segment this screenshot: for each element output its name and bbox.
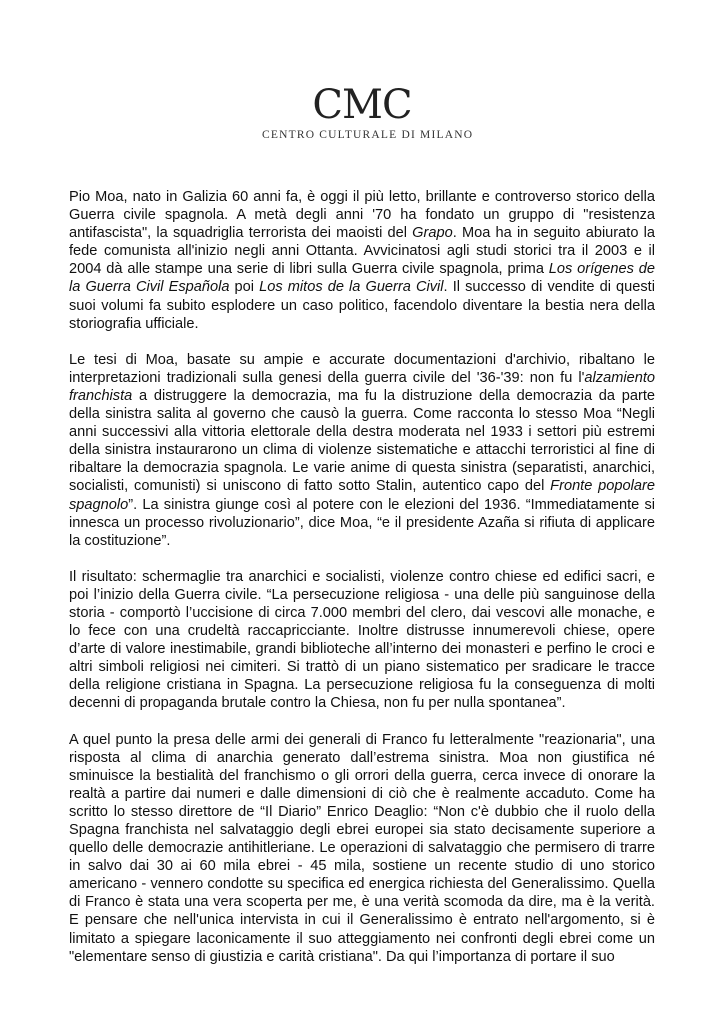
text-run: a distruggere la democrazia, ma fu la distruzione della democrazia da parte della sinistra salita al governo che causò la guerra. Come racconta lo stesso Moa “Negli anni successivi alla vittoria elettorale della destra moderata nel 1933 i settori più estremi della sinistra instaurarono un clima di violenze sistematiche e attacchi terroristici al fine di ribaltare la democrazia spagnola. Le varie anime di questa sinistra (separatisti, anarchici, socialisti, comunisti) si uniscono di fatto sotto Stalin, autentico capo del (69, 387, 655, 495)
text-run: . Moa ha in seguito abiurato la fede comunista all'inizio negli anni Ottanta. Avvicinatosi agli studi storici tra il 2003 e il 2004 dà alle stampe una serie di libri sulla Guerra civile spagnola, prima (69, 225, 655, 278)
text-run: poi (229, 279, 260, 296)
italic-text: Fronte popolare spagnolo (69, 478, 655, 513)
paragraph-1 (69, 188, 655, 333)
text-run: A quel punto la presa delle armi dei generali di Franco fu letteralmente "reazionaria", una risposta al clima di anarchia generato dall’estrema sinistra. Moa non giustifica né sminuisce la bestialità del franchismo o gli orrori della guerra, cerca invece di onorare la realtà a partire dai numeri e dalle dimensioni di ciò che è realmente accaduto. Come ha scritto lo stesso direttore de “Il Diario” Enrico Deaglio: “Non c'è dubbio che il ruolo della Spagna franchista nel salvataggio degli ebrei europei sia stato decisamente superiore a quello delle democrazie antihitleriane. Le operazioni di salvataggio che permisero di trarre in salvo dai 30 ai 60 mila ebrei - 45 mila, sostiene un recente studio di uno storico americano - vennero condotte su specifica ed energica richiesta del Generalissimo. Quella di Franco è stata una vera scoperta per me, è una verità scomoda da dire, ma è la verità. E pensare che nell'unica intervista in cui il Generalissimo è entrato nell'argomento, si è limitato a spiegare laconicamente il suo atteggiamento nei confronti degli ebrei come un "elementare senso di giustizia e carità cristiana". Da qui l’importanza di portare il suo (69, 731, 655, 965)
text-run: Pio Moa, nato in Galizia 60 anni fa, è oggi il più letto, brillante e controverso storico della Guerra civile spagnola. A metà degli anni '70 ha fondato un gruppo di "resistenza antifascista", la squadriglia terrorista dei maoisti del (69, 189, 655, 242)
cmc-logo (262, 82, 474, 141)
italic-text: alzamiento franchista (69, 369, 655, 404)
italic-text: Los orígenes de la Guerra Civil Española (69, 261, 655, 296)
paragraph-2 (69, 351, 655, 550)
paragraph-3 (69, 568, 655, 713)
paragraph-4 (69, 731, 655, 966)
text-run: . Il successo di vendite di questi suoi volumi fa subito esplodere un caso politico, facendolo diventare la bestia nera della storiografia ufficiale. (69, 279, 655, 332)
article-body (69, 188, 655, 984)
text-run: Il risultato: schermaglie tra anarchici e socialisti, violenze contro chiese ed edifici sacri, e poi l’inizio della Guerra civile. “La persecuzione religiosa - una delle più sanguinose della storia - comportò l’uccisione di circa 7.000 membri del clero, dai vescovi alle monache, e lo fece con una crudeltà raccapricciante. Inoltre distrusse innumerevoli chiese, opere d’arte di valore inestimabile, grandi biblioteche all’interno dei monasteri e perfino le croci e altri simboli religiosi nei cimiteri. Si trattò di un piano sistematico per sradicare le tracce della religione cristiana in Spagna. La persecuzione religiosa fu la conseguenza di molti decenni di propaganda brutale contro la Chiesa, non fu per nulla spontanea”. (69, 568, 655, 712)
text-run: ”. La sinistra giunge così al potere con le elezioni del 1936. “Immediatamente si innesca un processo rivoluzionario”, dice Moa, “e il presidente Azaña si rifiuta di applicare la costituzione”. (69, 496, 655, 549)
logo-mark: CMC (312, 82, 412, 128)
italic-text: Grapo (412, 225, 453, 242)
logo-subtitle: CENTRO CULTURALE DI MILANO (262, 129, 474, 141)
text-run: Le tesi di Moa, basate su ampie e accurate documentazioni d'archivio, ribaltano le interpretazioni tradizionali sulla genesi della guerra civile del '36-'39: non fu l' (69, 351, 655, 386)
italic-text: Los mitos de la Guerra Civil (259, 279, 444, 296)
